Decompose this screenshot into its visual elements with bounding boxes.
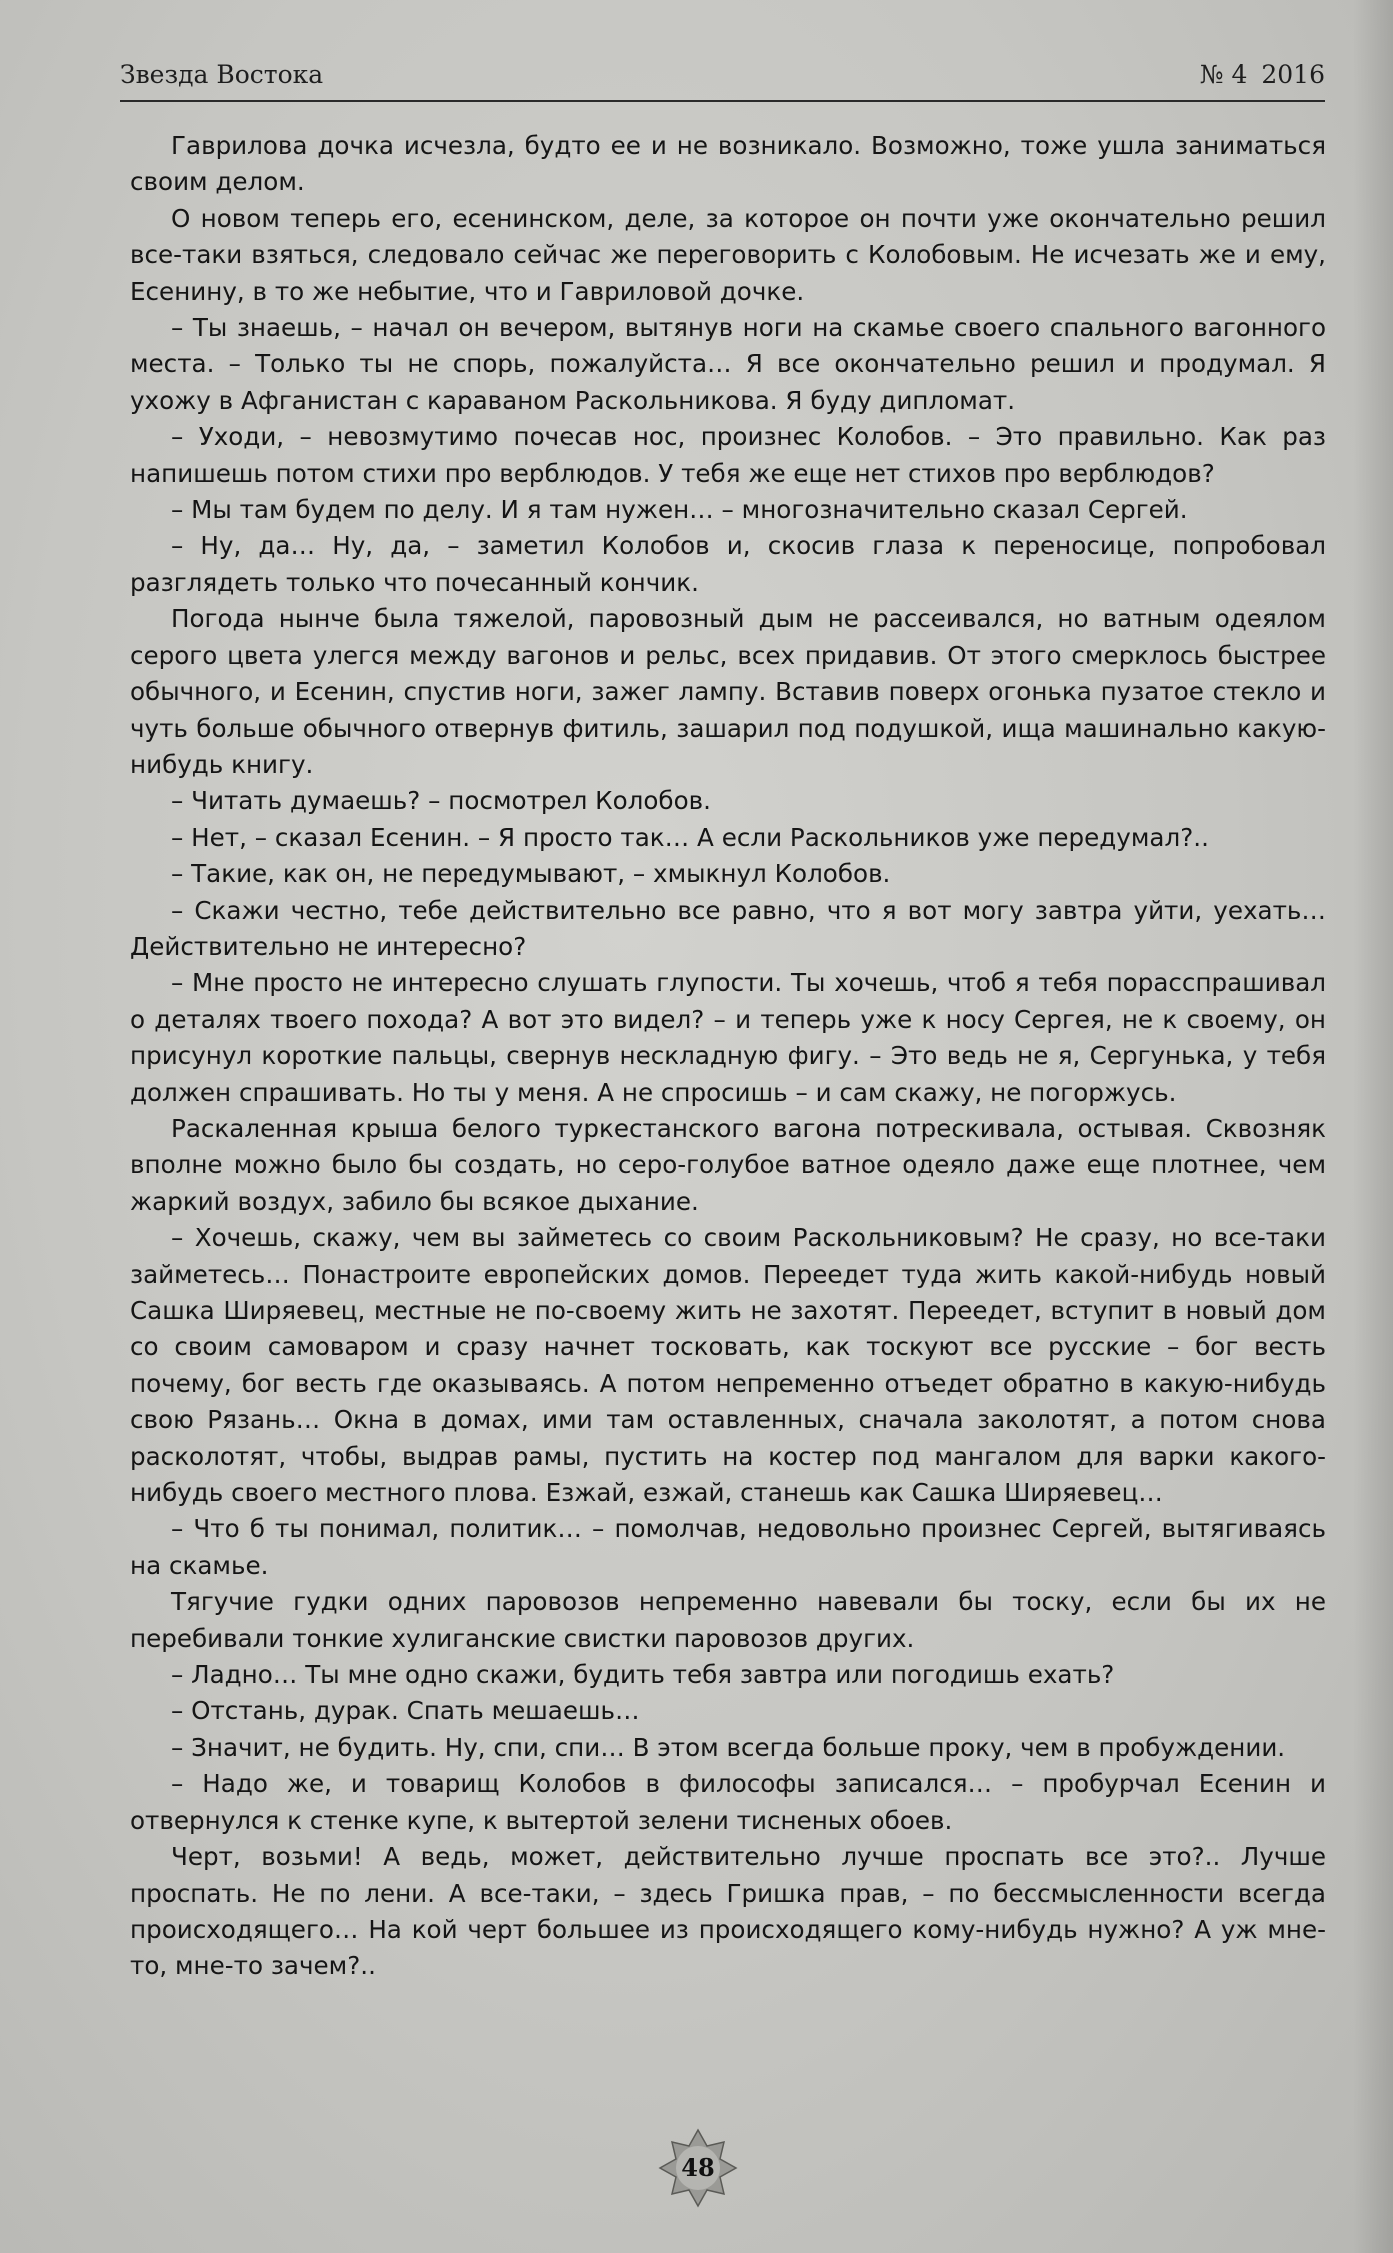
issue-number: № 4 [1199, 60, 1248, 89]
paragraph: Раскаленная крыша белого туркестанского вагона потрескивала, остывая. Сквозняк вполне можно было бы создать, но серо-голубое ватное одеяло даже еще плотнее, чем жаркий воздух, забило бы всякое дыхание. [130, 1113, 1326, 1216]
paragraph: – Хочешь, скажу, чем вы займетесь со своим Раскольниковым? Не сразу, но все-таки займетесь… Понастроите европейских домов. Переедет туда жить какой-нибудь новый Сашка Ширяевец, местные не по-своему жить не захотят. Переедет, вступит в новый дом со своим самоваром и сразу начнет тосковать, как тоскуют все русские – бог весть почему, бог весть где оказываясь. А потом непременно отъедет обратно в какую-нибудь свою Рязань… Окна в домах, ими там оставленных, сначала заколотят, а потом снова расколотят, чтобы, выдрав рамы, пустить на костер под мангалом для варки какого-нибудь своего местного плова. Езжай, езжай, станешь как Сашка Ширяевец… [130, 1223, 1326, 1508]
paragraph: – Такие, как он, не передумывают, – хмыкнул Колобов. [171, 859, 891, 889]
paragraph: – Надо же, и товарищ Колобов в философы записался… – пробурчал Есенин и отвернулся к стенке купе, к вытертой зелени тисненых обоев. [130, 1769, 1326, 1835]
page-number-badge [658, 2128, 738, 2208]
paragraph: – Что б ты понимал, политик… – помолчав, недовольно произнес Сергей, вытягиваясь на скамье. [130, 1514, 1326, 1580]
running-head [120, 56, 1325, 102]
page-number: 48 [681, 2153, 715, 2182]
issue-info [1200, 60, 1325, 89]
paragraph: Погода нынче была тяжелой, паровозный дым не рассеивался, но ватным одеялом серого цвета улегся между вагонов и рельс, всех придавив. От этого смерклось быстрее обычного, и Есенин, спустив ноги, зажег лампу. Вставив поверх огонька пузатое стекло и чуть больше обычного отвернув фитиль, зашарил под подушкой, ища машинально какую-нибудь книгу. [130, 604, 1326, 779]
paragraph: Черт, возьми! А ведь, может, действительно лучше проспать все это?.. Лучше проспать. Не по лени. А все-таки, – здесь Гришка прав, – по бессмысленности всегда происходящего… На кой черт большее из происходящего кому-нибудь нужно? А уж мне-то, мне-то зачем?.. [130, 1842, 1326, 1981]
paragraph: – Мы там будем по делу. И я там нужен… – многозначительно сказал Сергей. [171, 495, 1188, 525]
paragraph: Тягучие гудки одних паровозов непременно навевали бы тоску, если бы их не перебивали тонкие хулиганские свистки паровозов других. [130, 1587, 1326, 1653]
paragraph: – Уходи, – невозмутимо почесав нос, произнес Колобов. – Это правильно. Как раз напишешь потом стихи про верблюдов. У тебя же еще нет стихов про верблюдов? [130, 422, 1326, 488]
page-edge-shadow [1353, 0, 1393, 2253]
paragraph: Гаврилова дочка исчезла, будто ее и не возникало. Возможно, тоже ушла заниматься своим делом. [130, 131, 1326, 197]
paragraph: – Ну, да… Ну, да, – заметил Колобов и, скосив глаза к переносице, попробовал разглядеть только что почесанный кончик. [130, 531, 1326, 597]
paragraph: – Ладно… Ты мне одно скажи, будить тебя завтра или погодишь ехать? [171, 1660, 1115, 1690]
paragraph: – Мне просто не интересно слушать глупости. Ты хочешь, чтоб я тебя порасспрашивал о деталях твоего похода? А вот это видел? – и теперь уже к носу Сергея, не к своему, он присунул короткие пальцы, свернув нескладную фигу. – Это ведь не я, Сергунька, у тебя должен спрашивать. Но ты у меня. А не спросишь – и сам скажу, не погоржусь. [130, 968, 1326, 1107]
paragraph: – Читать думаешь? – посмотрел Колобов. [171, 786, 711, 816]
paragraph: – Отстань, дурак. Спать мешаешь… [171, 1696, 640, 1726]
paragraph: – Нет, – сказал Есенин. – Я просто так… А если Раскольников уже передумал?.. [171, 822, 1209, 852]
issue-year: 2016 [1261, 60, 1325, 89]
article-body [130, 128, 1326, 1985]
paragraph: О новом теперь его, есенинском, деле, за которое он почти уже окончательно решил все-таки взяться, следовало сейчас же переговорить с Колобовым. Не исчезать же и ему, Есенину, в то же небытие, что и Гавриловой дочке. [130, 203, 1326, 306]
paragraph: – Значит, не будить. Ну, спи, спи… В этом всегда больше проку, чем в пробуждении. [171, 1732, 1286, 1762]
paragraph: – Ты знаешь, – начал он вечером, вытянув ноги на скамье своего спального вагонного места. – Только ты не спорь, пожалуйста… Я все окончательно решил и продумал. Я ухожу в Афганистан с караваном Раскольникова. Я буду дипломат. [130, 313, 1326, 415]
journal-title: Звезда Востока [120, 60, 324, 89]
paragraph: – Скажи честно, тебе действительно все равно, что я вот могу завтра уйти, уехать… Действительно не интересно? [130, 895, 1326, 961]
